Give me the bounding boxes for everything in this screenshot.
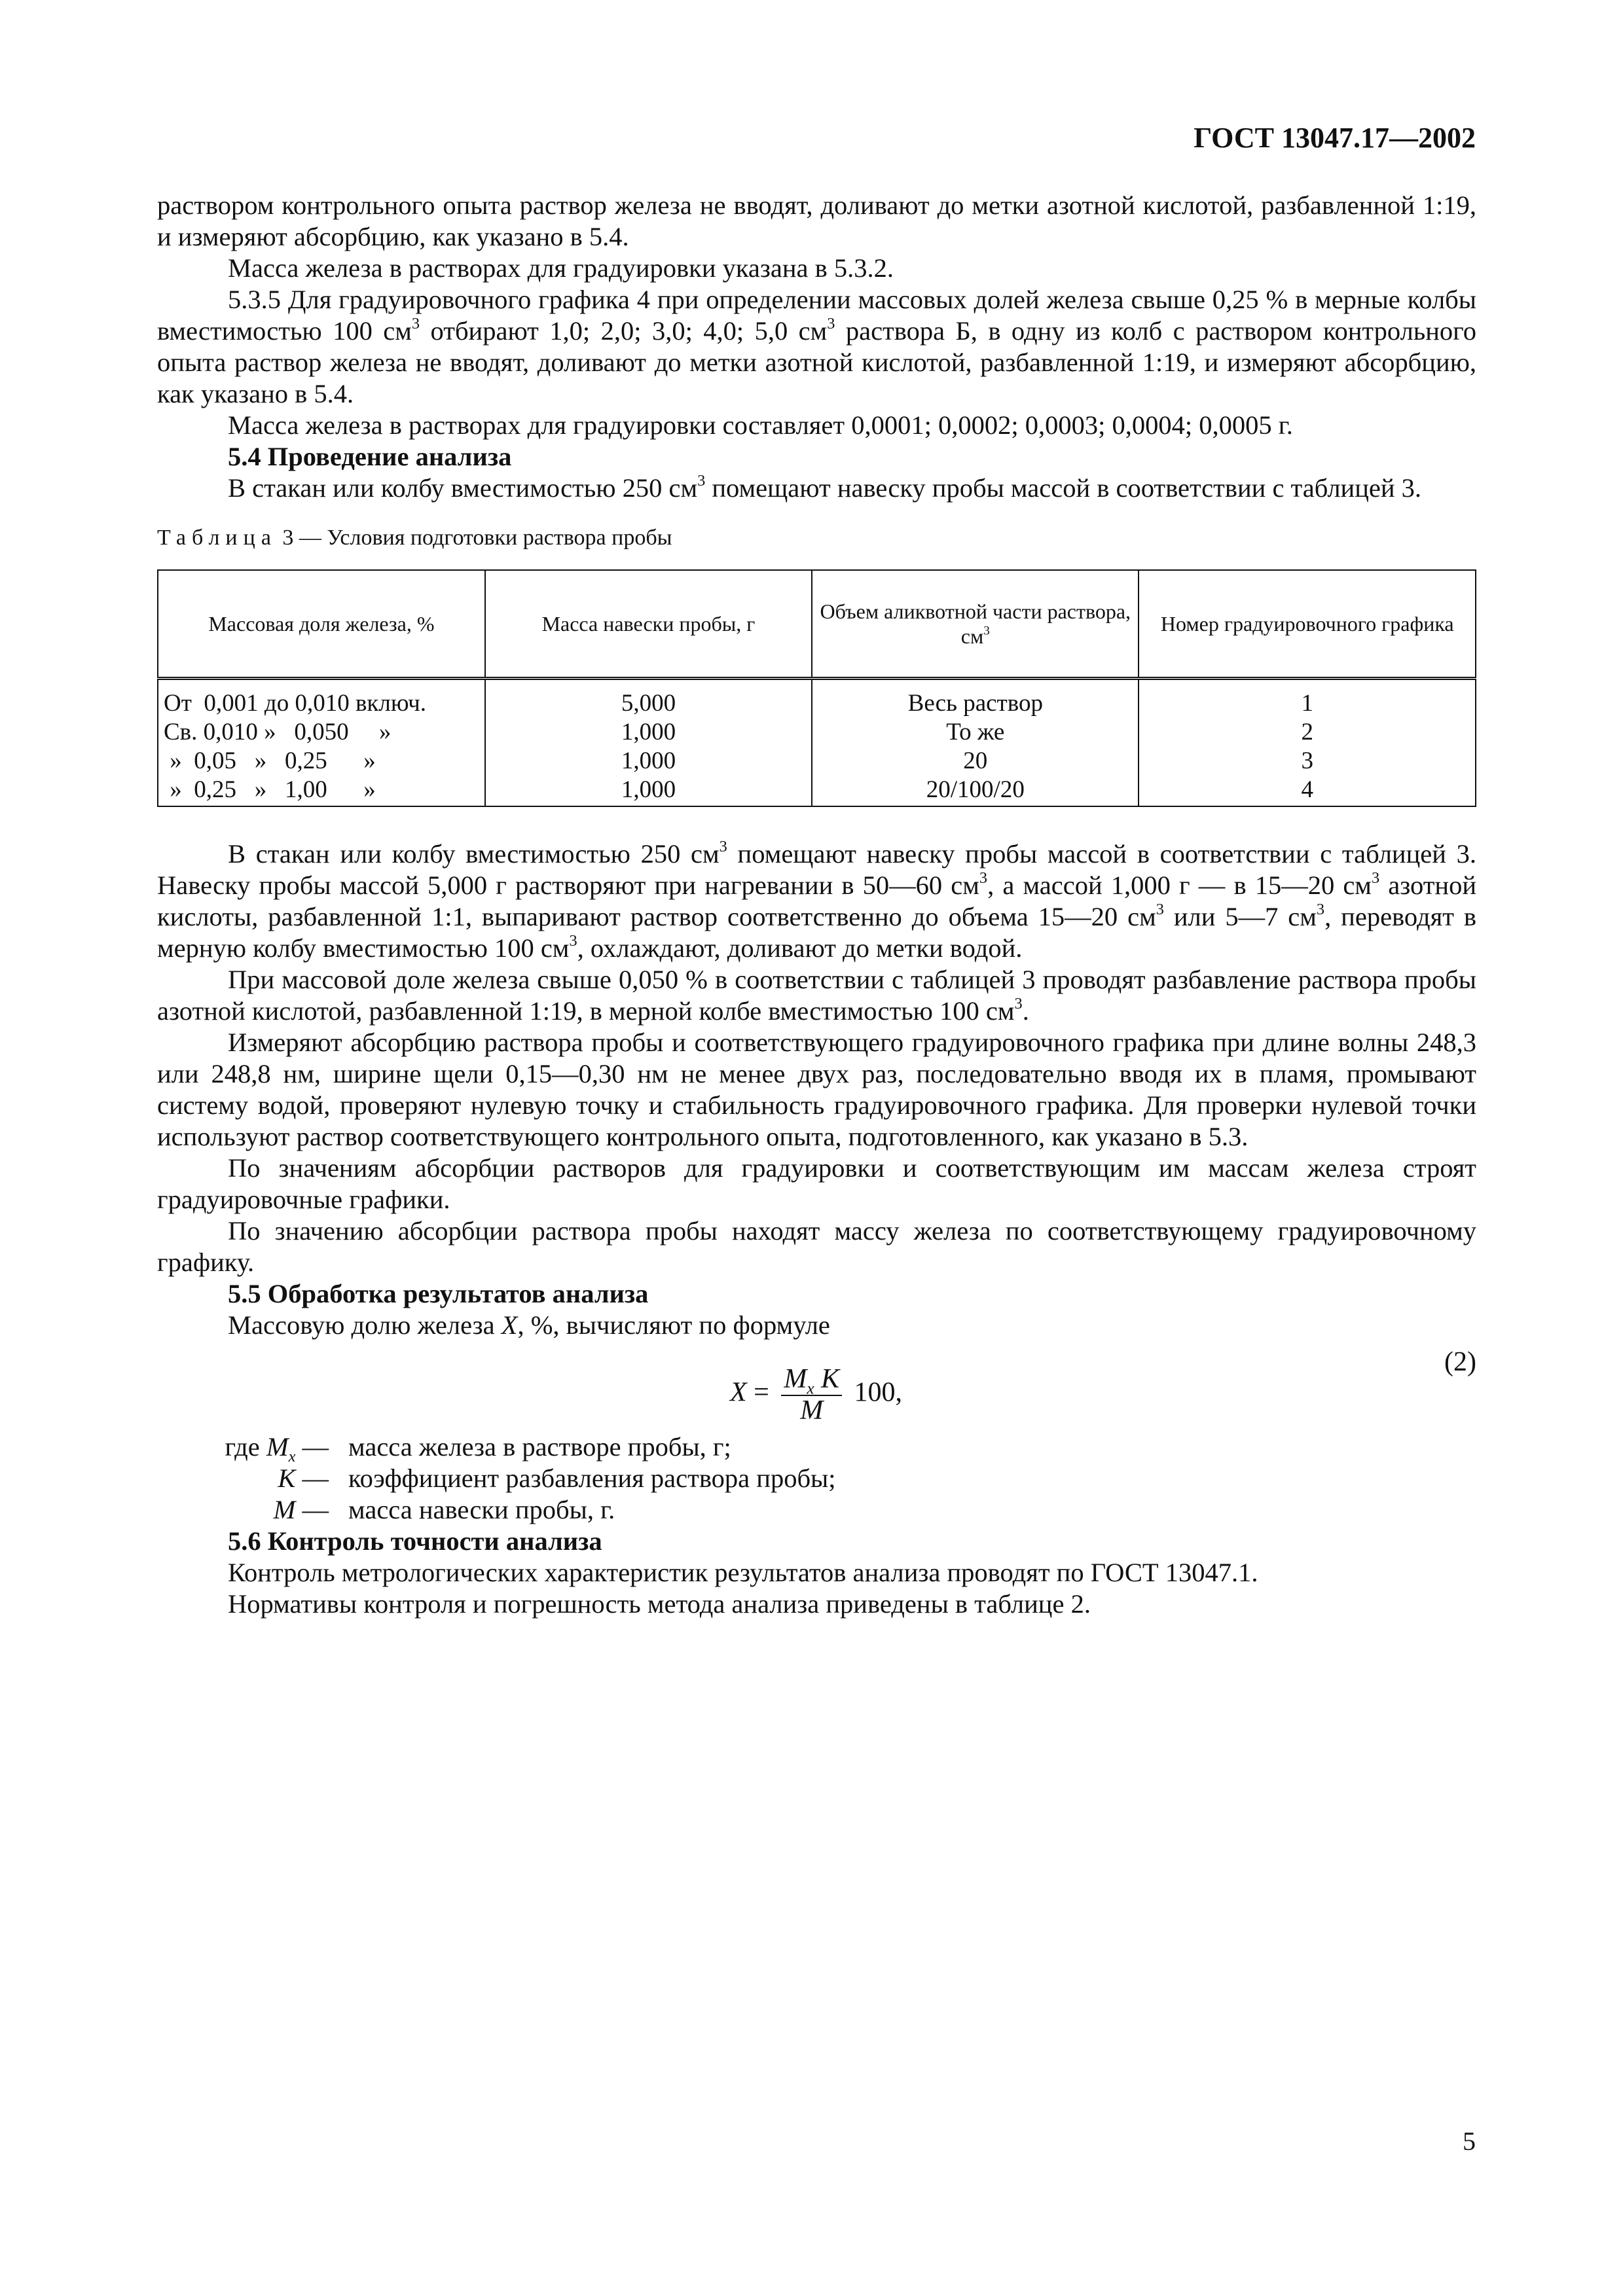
table-row bbox=[158, 748, 1476, 777]
spacer bbox=[157, 807, 1476, 838]
table-header-cell: Объем аликвотной части раствора, $см^3$ bbox=[812, 570, 1139, 679]
table-cell: 1,000 bbox=[485, 777, 812, 806]
table-header-cell: Номер градуировочного графика bbox=[1139, 570, 1476, 679]
paragraph-5-3-5: 5.3.5 Для градуировочного графика 4 при определении массовых долей железа свыше 0,25 % в мерные колбы вместимостью 100 $см^3$ отбирают 1,0; 2,0; 3,0; 4,0; 5,0 $см^3$ раствора Б, в одну из колб с раствором контрольного опыта раствор железа не вводят, доливают до метки азотной кислотой, разбавленной 1:19, и измеряют абсорбцию, как указано в 5.4. bbox=[157, 285, 1477, 408]
table-header-row bbox=[158, 570, 1476, 679]
definition-text: коэффициент разбавления раствора пробы; bbox=[348, 1463, 836, 1493]
table-row bbox=[158, 777, 1476, 806]
paragraph: Массовую долю железа X, %, вычисляют по формуле bbox=[228, 1310, 830, 1340]
table-header-cell: Массовая доля железа, % bbox=[158, 570, 485, 679]
table-cell: » 0,05 » 0,25 » bbox=[158, 748, 485, 777]
paragraph: По значениям абсорбции растворов для градуировки и соответствующим им массам железа строят градуировочные графики. bbox=[157, 1153, 1476, 1214]
table-cell: Св. 0,010 » 0,050 » bbox=[158, 719, 485, 748]
table-cell: 1 bbox=[1139, 679, 1476, 720]
formula-expression: X = $\frac{M_x K}{M}$ 100, bbox=[730, 1364, 903, 1426]
paragraph: Масса железа в растворах для градуировки составляет 0,0001; 0,0002; 0,0003; 0,0004; 0,0005 г. bbox=[228, 410, 1293, 440]
table-row bbox=[158, 679, 1476, 720]
table-cell: 20 bbox=[812, 748, 1139, 777]
formula-definitions bbox=[157, 1431, 1476, 1526]
section-heading-5-4: 5.4 Проведение анализа bbox=[228, 442, 512, 471]
table-cell: Весь раствор bbox=[812, 679, 1139, 720]
definition-symbol: K — bbox=[278, 1463, 329, 1493]
paragraph: Нормативы контроля и погрешность метода анализа приведены в таблице 2. bbox=[228, 1589, 1091, 1619]
document-body bbox=[157, 190, 1476, 1620]
definition-symbol: M — bbox=[273, 1495, 329, 1524]
page-number: 5 bbox=[1463, 2126, 1476, 2156]
paragraph: Масса железа в растворах для градуировки указана в 5.3.2. bbox=[228, 253, 894, 283]
table-cell: 1,000 bbox=[485, 719, 812, 748]
formula-number: (2) bbox=[1444, 1347, 1476, 1377]
paragraph: Контроль метрологических характеристик результатов анализа проводят по ГОСТ 13047.1. bbox=[228, 1558, 1258, 1587]
paragraph: При массовой доле железа свыше 0,050 % в соответствии с таблицей 3 проводят разбавление раствора пробы азотной кислотой, разбавленной 1:19, в мерной колбе вместимостью 100 $см^3$. bbox=[157, 965, 1476, 1026]
table-cell: То же bbox=[812, 719, 1139, 748]
paragraph: По значению абсорбции раствора пробы находят массу железа по соответствующему градуировочному графику. bbox=[157, 1216, 1476, 1277]
table-3 bbox=[157, 569, 1476, 807]
document-header-code: ГОСТ 13047.17—2002 bbox=[1194, 122, 1476, 154]
formula-fraction: $\frac{M_x K}{M}$ bbox=[781, 1365, 842, 1425]
paragraph: В стакан или колбу вместимостью 250 $см^3$ помещают навеску пробы массой в соответствии с таблицей 3. Навеску пробы массой 5,000 г растворяют при нагревании в 50—60 $см^3$, а массой 1,000 г — в 15—20 $см^3$ азотной кислоты, разбавленной 1:1, выпаривают раствор соответственно до объема 15—20 $см^3$ или 5—7 $см^3$, переводят в мерную колбу вместимостью 100 $см^3$, охлаждают, доливают до метки водой. bbox=[157, 838, 1477, 963]
table-cell: » 0,25 » 1,00 » bbox=[158, 777, 485, 806]
paragraph: В стакан или колбу вместимостью 250 $см^3$ помещают навеску пробы массой в соответствии с таблицей 3. bbox=[228, 472, 1422, 503]
table-caption: Таблица 3 — Условия подготовки раствора пробы bbox=[157, 526, 672, 550]
table-cell: 20/100/20 bbox=[812, 777, 1139, 806]
table-cell: 1,000 bbox=[485, 748, 812, 777]
table-cell: 5,000 bbox=[485, 679, 812, 720]
definition-symbol: где $M_x$ — bbox=[225, 1432, 329, 1466]
formula-2 bbox=[157, 1341, 1476, 1431]
table-row bbox=[158, 719, 1476, 748]
table-cell: 4 bbox=[1139, 777, 1476, 806]
table-cell: 2 bbox=[1139, 719, 1476, 748]
table-header-cell: Масса навески пробы, г bbox=[485, 570, 812, 679]
definition-text: масса навески пробы, г. bbox=[348, 1495, 615, 1524]
table-cell: От 0,001 до 0,010 включ. bbox=[158, 679, 485, 720]
section-heading-5-6: 5.6 Контроль точности анализа bbox=[228, 1526, 602, 1556]
definition-text: масса железа в растворе пробы, г; bbox=[348, 1432, 731, 1462]
table-cell: 3 bbox=[1139, 748, 1476, 777]
paragraph: Измеряют абсорбцию раствора пробы и соответствующего градуировочного графика при длине волны 248,3 или 248,8 нм, ширине щели 0,15—0,30 нм не менее двух раз, последовательно вводя их в пламя, промывают систему водой, проверяют нулевую точку и стабильность градуировочного графика. Для проверки нулевой точки используют раствор соответствующего контрольного опыта, подготовленного, как указано в 5.3. bbox=[157, 1028, 1476, 1151]
paragraph: раствором контрольного опыта раствор железа не вводят, доливают до метки азотной кислотой, разбавленной 1:19, и измеряют абсорбцию, как указано в 5.4. bbox=[157, 190, 1476, 251]
section-heading-5-5: 5.5 Обработка результатов анализа bbox=[228, 1279, 649, 1308]
